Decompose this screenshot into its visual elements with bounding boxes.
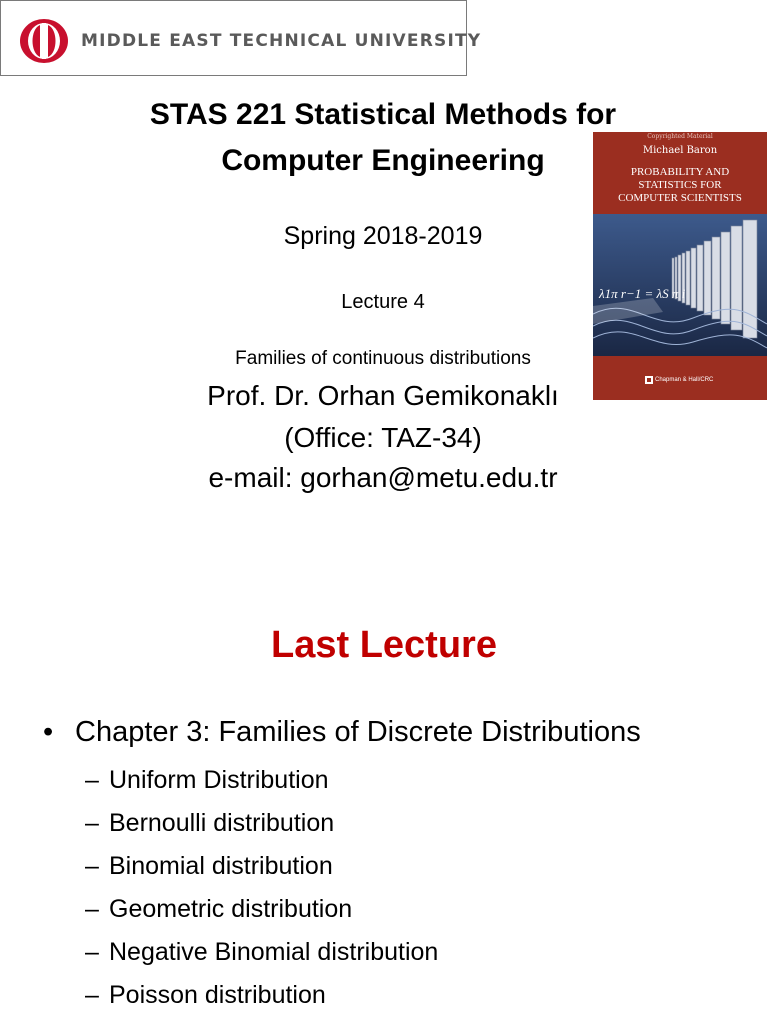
list-item-text: Geometric distribution xyxy=(109,895,353,923)
bullet-marker: • xyxy=(43,716,54,748)
book-formula: λ1π r−1 = λS π i xyxy=(599,286,686,301)
dash-marker: – xyxy=(85,809,99,837)
recap-slide xyxy=(0,512,768,1024)
list-item xyxy=(85,850,438,893)
dash-marker: – xyxy=(85,938,99,966)
book-copyright: Copyrighted Material xyxy=(647,133,713,140)
publisher-logo-icon xyxy=(645,376,653,384)
dash-marker: – xyxy=(85,852,99,880)
list-item xyxy=(85,764,438,807)
university-logo xyxy=(0,0,482,76)
list-item xyxy=(85,936,438,979)
office: (Office: TAZ-34) xyxy=(284,422,482,453)
textbook-cover xyxy=(593,132,767,400)
lecture-number: Lecture 4 xyxy=(341,291,425,313)
list-item-text: Bernoulli distribution xyxy=(109,809,335,837)
dash-marker: – xyxy=(85,766,99,794)
book-publisher: Chapman & Hall/CRC xyxy=(655,377,714,383)
list-item-text: Negative Binomial distribution xyxy=(109,938,439,966)
professor-name: Prof. Dr. Orhan Gemikonaklı xyxy=(207,380,559,411)
lecture-topic: Families of continuous distributions xyxy=(235,348,531,369)
course-title xyxy=(100,92,666,184)
dash-marker: – xyxy=(85,895,99,923)
email: e-mail: gorhan@metu.edu.tr xyxy=(208,462,558,493)
book-title-line: PROBABILITY AND xyxy=(630,166,730,178)
server-racks-image xyxy=(593,214,767,356)
distribution-list xyxy=(85,764,438,1022)
dash-marker: – xyxy=(85,981,99,1009)
metu-emblem-icon xyxy=(18,17,70,65)
list-item xyxy=(85,979,438,1022)
list-item-text: Uniform Distribution xyxy=(109,766,329,794)
list-item-text: Binomial distribution xyxy=(109,852,333,880)
book-title-line: COMPUTER SCIENTISTS xyxy=(618,192,742,204)
course-title-line: STAS 221 Statistical Methods for xyxy=(149,98,617,131)
course-title-line: Computer Engineering xyxy=(221,144,545,177)
list-item xyxy=(85,893,438,936)
list-item xyxy=(85,807,438,850)
university-name: MIDDLE EAST TECHNICAL UNIVERSITY xyxy=(81,31,482,51)
book-title xyxy=(597,166,763,205)
term: Spring 2018-2019 xyxy=(283,222,483,250)
chapter-bullet-text: Chapter 3: Families of Discrete Distributions xyxy=(75,716,641,748)
slide-title: Last Lecture xyxy=(271,624,497,666)
chapter-bullet xyxy=(43,716,641,749)
book-title-line: STATISTICS FOR xyxy=(638,179,722,191)
list-item-text: Poisson distribution xyxy=(109,981,326,1009)
book-author: Michael Baron xyxy=(642,145,718,156)
